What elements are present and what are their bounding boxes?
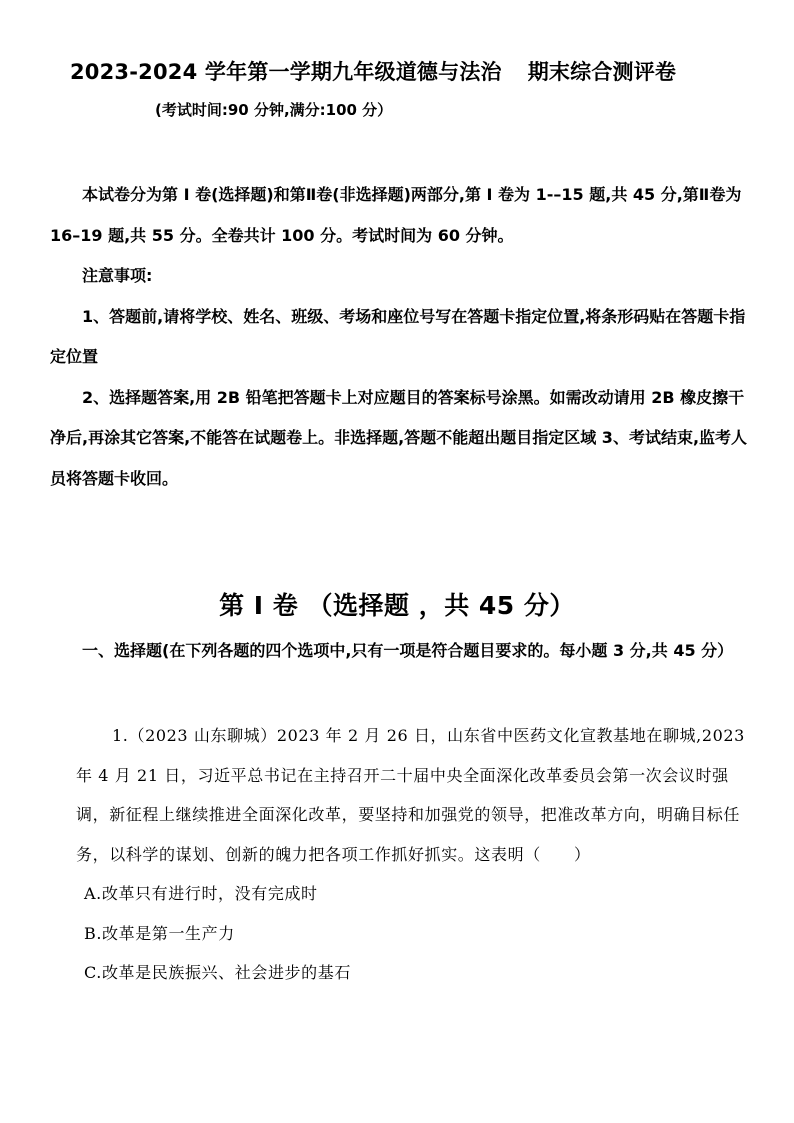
note-2: 2、选择题答案,用 2B 铅笔把答题卡上对应题目的答案标号涂黑。如需改动请用 2B 橡皮擦干净后,再涂其它答案,不能答在试题卷上。非选择题,答题不能超出题目指定区域 3、考试结束,监考人员将答题卡收回。	[50, 387, 748, 488]
question-1	[76, 716, 756, 993]
intro-section	[50, 175, 750, 499]
intro-paragraph: 本试卷分为第 I 卷(选择题)和第Ⅱ卷(非选择题)两部分,第 I 卷为 1-–15 题,共 45 分,第Ⅱ卷为 16–19 题,共 55 分。全卷共计 100 分。考试时间为 60 分钟。	[50, 185, 742, 245]
question-1-stem: 1.（2023 山东聊城）2023 年 2 月 26 日，山东省中医药文化宣教基地在聊城,2023 年 4 月 21 日，习近平总书记在主持召开二十届中央全面深化改革委员会第一次会议时强调，新征程上继续推进全面深化改革，要坚持和加强党的领导，把准改革方向，明确目标任务，以科学的谋划、创新的魄力把各项工作抓好抓实。这表明（ ）	[76, 726, 745, 864]
note-1: 1、答题前,请将学校、姓名、班级、考场和座位号写在答题卡指定位置,将条形码贴在答题卡指定位置	[50, 306, 746, 366]
notes-heading: 注意事项:	[82, 266, 153, 285]
section-1-title: 第 I 卷 （选择题 ，共 45 分）	[219, 591, 575, 620]
exam-title	[70, 56, 676, 86]
section-1-instruction: 一、选择题(在下列各题的四个选项中,只有一项是符合题目要求的。每小题 3 分,共 45 分）	[82, 641, 734, 660]
exam-title-tail: 期末综合测评卷	[527, 60, 677, 84]
question-1-option-b: B.改革是第一生产力	[84, 923, 235, 943]
question-1-option-c: C.改革是民族振兴、社会进步的基石	[84, 963, 351, 982]
section-1-instruction-block	[50, 631, 750, 672]
exam-subtitle: (考试时间:90 分钟,满分:100 分）	[155, 101, 393, 119]
question-1-option-a: A.改革只有进行时，没有完成时	[84, 884, 318, 903]
exam-title-main: 2023-2024 学年第一学期九年级道德与法治	[70, 60, 502, 84]
